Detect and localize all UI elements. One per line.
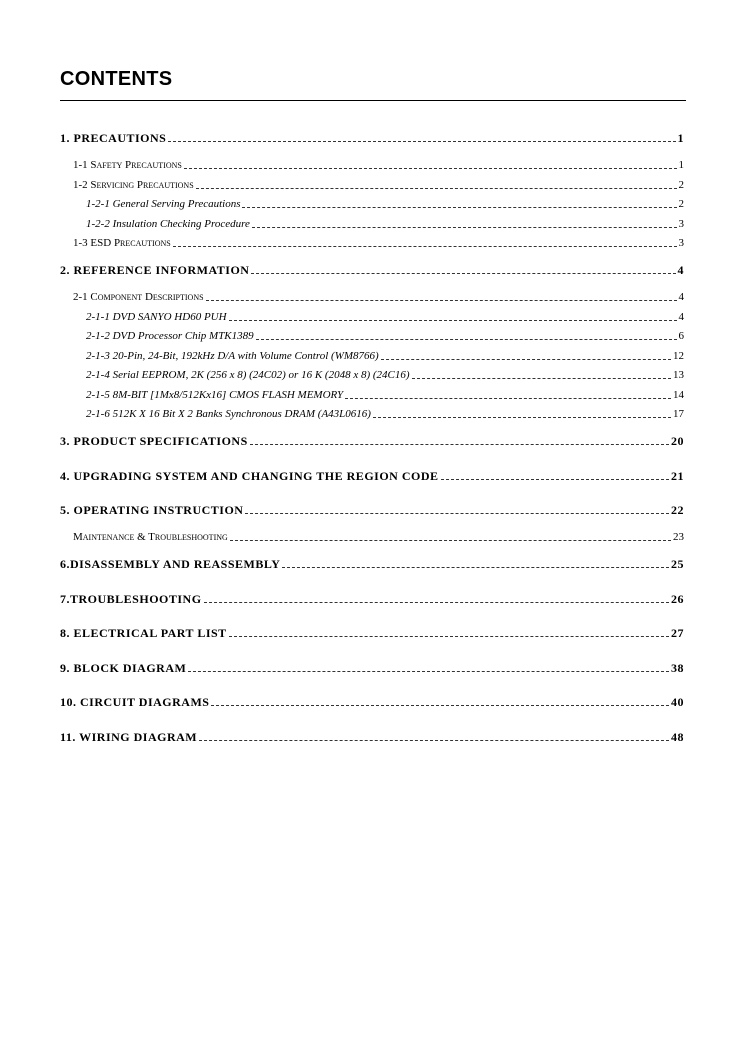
toc-entry-page: 23 [673, 531, 684, 543]
toc-entry-page: 2 [678, 179, 684, 191]
toc-entry-label: 4. UPGRADING SYSTEM AND CHANGING THE REGION CODE [60, 469, 439, 483]
toc-entry-label: 3. PRODUCT SPECIFICATIONS [60, 434, 248, 448]
toc-entry-page: 1 [677, 131, 684, 145]
toc-entry-troubleshooting[interactable] [60, 591, 684, 607]
dot-leader [441, 479, 670, 480]
toc-entry-label: 7.TROUBLESHOOTING [60, 592, 202, 606]
toc-entry-label: 8. ELECTRICAL PART LIST [60, 626, 227, 640]
dot-leader [184, 168, 677, 169]
dot-leader [196, 188, 677, 189]
dot-leader [211, 705, 669, 706]
toc-entry-label: 9. BLOCK DIAGRAM [60, 661, 187, 675]
toc-entry-label: 6.DISASSEMBLY AND REASSEMBLY [60, 557, 281, 571]
toc-entry-page: 27 [671, 626, 684, 640]
toc-entry-label: 10. CIRCUIT DIAGRAMS [60, 695, 210, 709]
toc-entry-page: 21 [671, 469, 684, 483]
dot-leader [245, 513, 669, 514]
toc-entry-flash-memory[interactable] [60, 387, 684, 403]
page-title: CONTENTS [60, 68, 173, 90]
toc-entry-maintenance-troubleshooting[interactable] [60, 529, 684, 545]
toc-entry-page: 3 [678, 218, 684, 230]
toc-entry-label: 2-1 Component Descriptions [73, 291, 204, 303]
toc-entry-upgrading-system[interactable] [60, 468, 684, 484]
toc-entry-insulation-checking[interactable] [60, 216, 684, 232]
dot-leader [199, 740, 669, 741]
toc-entry-label: 1-1 Safety Precautions [73, 159, 182, 171]
dot-leader [412, 378, 671, 379]
dot-leader [204, 602, 669, 603]
toc-entry-label: 1. PRECAUTIONS [60, 131, 167, 145]
toc-entry-page: 4 [677, 263, 684, 277]
toc-entry-precautions[interactable] [60, 130, 684, 146]
toc-entry-page: 38 [671, 661, 684, 675]
dot-leader [206, 300, 677, 301]
toc-entry-safety-precautions[interactable] [60, 157, 684, 173]
dot-leader [256, 339, 677, 340]
dot-leader [168, 141, 675, 142]
toc-entry-general-serving-precautions[interactable] [60, 196, 684, 212]
dot-leader [345, 398, 671, 399]
toc-entry-page: 6 [678, 330, 684, 342]
toc-entry-page: 25 [671, 557, 684, 571]
toc-entry-label: 2-1-5 8M-BIT [1Mx8/512Kx16] CMOS FLASH MEMORY [86, 389, 344, 401]
toc-entry-page: 12 [673, 350, 684, 362]
toc-entry-dvd-sanyo[interactable] [60, 309, 684, 325]
toc-entry-component-descriptions[interactable] [60, 289, 684, 305]
dot-leader [230, 540, 671, 541]
toc-entry-page: 26 [671, 592, 684, 606]
toc-entry-page: 14 [673, 389, 684, 401]
toc-entry-electrical-part-list[interactable] [60, 625, 684, 641]
toc-entry-page: 22 [671, 503, 684, 517]
toc-entry-circuit-diagrams[interactable] [60, 694, 684, 710]
dot-leader [188, 671, 669, 672]
toc-entry-esd-precautions[interactable] [60, 235, 684, 251]
toc-entry-page: 2 [678, 198, 684, 210]
toc-entry-page: 17 [673, 408, 684, 420]
toc-entry-disassembly[interactable] [60, 556, 684, 572]
dot-leader [250, 444, 669, 445]
toc-entry-page: 40 [671, 695, 684, 709]
dot-leader [252, 227, 677, 228]
toc-entry-operating-instruction[interactable] [60, 502, 684, 518]
toc-entry-label: 2-1-6 512K X 16 Bit X 2 Banks Synchronous DRAM (A43L0616) [86, 408, 371, 420]
toc-entry-page: 4 [678, 311, 684, 323]
toc-entry-label: 2-1-4 Serial EEPROM, 2K (256 x 8) (24C02) or 16 K (2048 x 8) (24C16) [86, 369, 410, 381]
toc-entry-label: 2-1-3 20-Pin, 24-Bit, 192kHz D/A with Volume Control (WM8766) [86, 350, 379, 362]
toc-entry-label: 5. OPERATING INSTRUCTION [60, 503, 244, 517]
toc-entry-page: 20 [671, 434, 684, 448]
dot-leader [381, 359, 671, 360]
toc-entry-label: Maintenance & Troubleshooting [73, 531, 228, 543]
toc-entry-label: 2-1-1 DVD SANYO HD60 PUH [86, 311, 227, 323]
toc-entry-label: 1-2 Servicing Precautions [73, 179, 194, 191]
toc-entry-label: 11. WIRING DIAGRAM [60, 730, 198, 744]
toc-entry-product-specifications[interactable] [60, 433, 684, 449]
toc-entry-servicing-precautions[interactable] [60, 177, 684, 193]
dot-leader [373, 417, 671, 418]
toc-entry-page: 13 [673, 369, 684, 381]
toc-entry-label: 2. REFERENCE INFORMATION [60, 263, 250, 277]
toc-entry-label: 1-3 ESD Precautions [73, 237, 171, 249]
dot-leader [282, 567, 669, 568]
dot-leader [242, 207, 676, 208]
toc-entry-page: 1 [678, 159, 684, 171]
toc-entry-wiring-diagram[interactable] [60, 729, 684, 745]
toc-entry-synchronous-dram[interactable] [60, 406, 684, 422]
toc-entry-label: 1-2-1 General Serving Precautions [86, 198, 241, 210]
toc-entry-label: 1-2-2 Insulation Checking Procedure [86, 218, 250, 230]
toc-entry-dvd-processor[interactable] [60, 328, 684, 344]
toc-entry-page: 48 [671, 730, 684, 744]
toc-entry-page: 4 [678, 291, 684, 303]
dot-leader [229, 636, 669, 637]
dot-leader [229, 320, 677, 321]
dot-leader [251, 273, 675, 274]
toc-entry-page: 3 [678, 237, 684, 249]
toc-entry-serial-eeprom[interactable] [60, 367, 684, 383]
title-divider [60, 100, 686, 101]
dot-leader [173, 246, 677, 247]
toc-entry-label: 2-1-2 DVD Processor Chip MTK1389 [86, 330, 254, 342]
toc-entry-block-diagram[interactable] [60, 660, 684, 676]
toc-entry-reference-information[interactable] [60, 262, 684, 278]
toc-entry-d-a-converter[interactable] [60, 348, 684, 364]
